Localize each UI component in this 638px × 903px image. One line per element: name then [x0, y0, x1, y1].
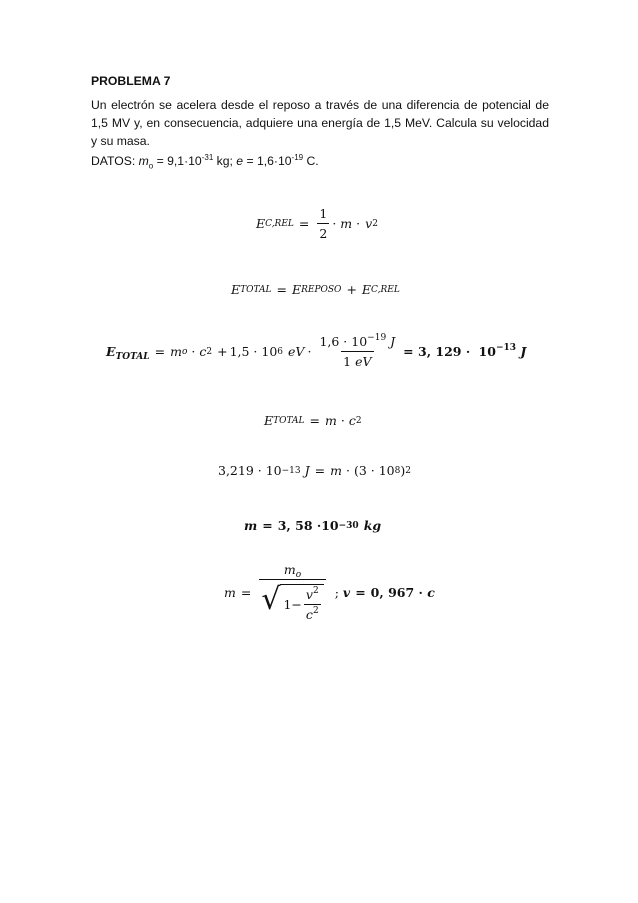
eq5-rhs-close: ) [400, 463, 406, 478]
eq1-fraction [317, 206, 329, 241]
equation-mass-result: m = 3, 58 · 10 −30 kg [244, 518, 382, 533]
equation-relativistic-mass: m = $m_o$ √ 1− $\frac{v^2}{c^2}$ ; v = 0, 967 · c [224, 562, 435, 622]
eq3-frac-den: 1 [343, 354, 356, 369]
e-unit: C. [303, 154, 319, 168]
datos-label: DATOS: [91, 154, 136, 168]
equation-total-energy-value: $E_{TOTAL}$ = m o · c 2 + 1,5 · 10 6 eV · $\frac{1,6 \cdot 10^{-19} J}{1 eV}$ = 3, $129 \cdot 10^{-13}$ J [106, 333, 527, 369]
problem-statement: Un electrón se acelera desde el reposo a través de una diferencia de potencial de 1,5 MV y, en consecuencia, adquiere una energía de 1,5 MeV. Calcula su velocidad y su masa. [91, 98, 549, 148]
eq5-rhs: (3 · 10 [353, 463, 395, 478]
equation-kinetic-energy: E C,REL = $\frac{1}{2}$ · m · v 2 [256, 206, 378, 241]
e-symbol: e [236, 154, 244, 168]
eq7-result: 0, 967 · [370, 584, 428, 600]
equation-total-energy: E TOTAL = E REPOSO + E C,REL [231, 282, 400, 297]
m0-unit: kg; [213, 154, 237, 168]
eq7-fraction: $m_o$ √ 1− $\frac{v^2}{c^2}$ [259, 562, 325, 622]
eq6-pow: 10 [321, 518, 339, 533]
eq6-result: 3, 58 · [277, 518, 322, 533]
eq5-lhs: 3,219 · [218, 463, 262, 478]
equation-mass-energy: E TOTAL = m · c 2 [264, 413, 362, 428]
m0-value: = 9,1·10 [153, 154, 202, 168]
eq1-den: 2 [317, 223, 329, 241]
equation-mass-substitution: 3,219 · 10 −13 J = m · (3 · 10 8 ) 2 [218, 463, 411, 478]
m0-symbol: m [138, 154, 149, 168]
eq3-result-pow: 10 [478, 344, 496, 359]
eq3-lhs-sub: TOTAL [115, 352, 150, 362]
eq3-result-exp: −13 [495, 343, 517, 353]
m0-sub: o [148, 161, 154, 171]
eq3-frac-num: 1,6 · 10 [319, 334, 368, 349]
eq3-frac-num-exp: −19 [367, 333, 387, 343]
given-data [91, 152, 319, 175]
eq3-coef: 1,5 · 10 [229, 344, 278, 359]
eq5-lhs-pow: 10 [265, 463, 282, 478]
eq1-num: 1 [319, 206, 328, 221]
e-value: = 1,6·10 [243, 154, 292, 168]
e-exp: -19 [291, 153, 304, 162]
eq3-result: = 3, 129 · [403, 344, 475, 359]
m0-exp: -31 [201, 153, 214, 162]
eq3-fraction: $\frac{1,6 \cdot 10^{-19} J}{1 eV}$ [319, 333, 396, 369]
problem-title: PROBLEMA 7 [91, 74, 171, 88]
